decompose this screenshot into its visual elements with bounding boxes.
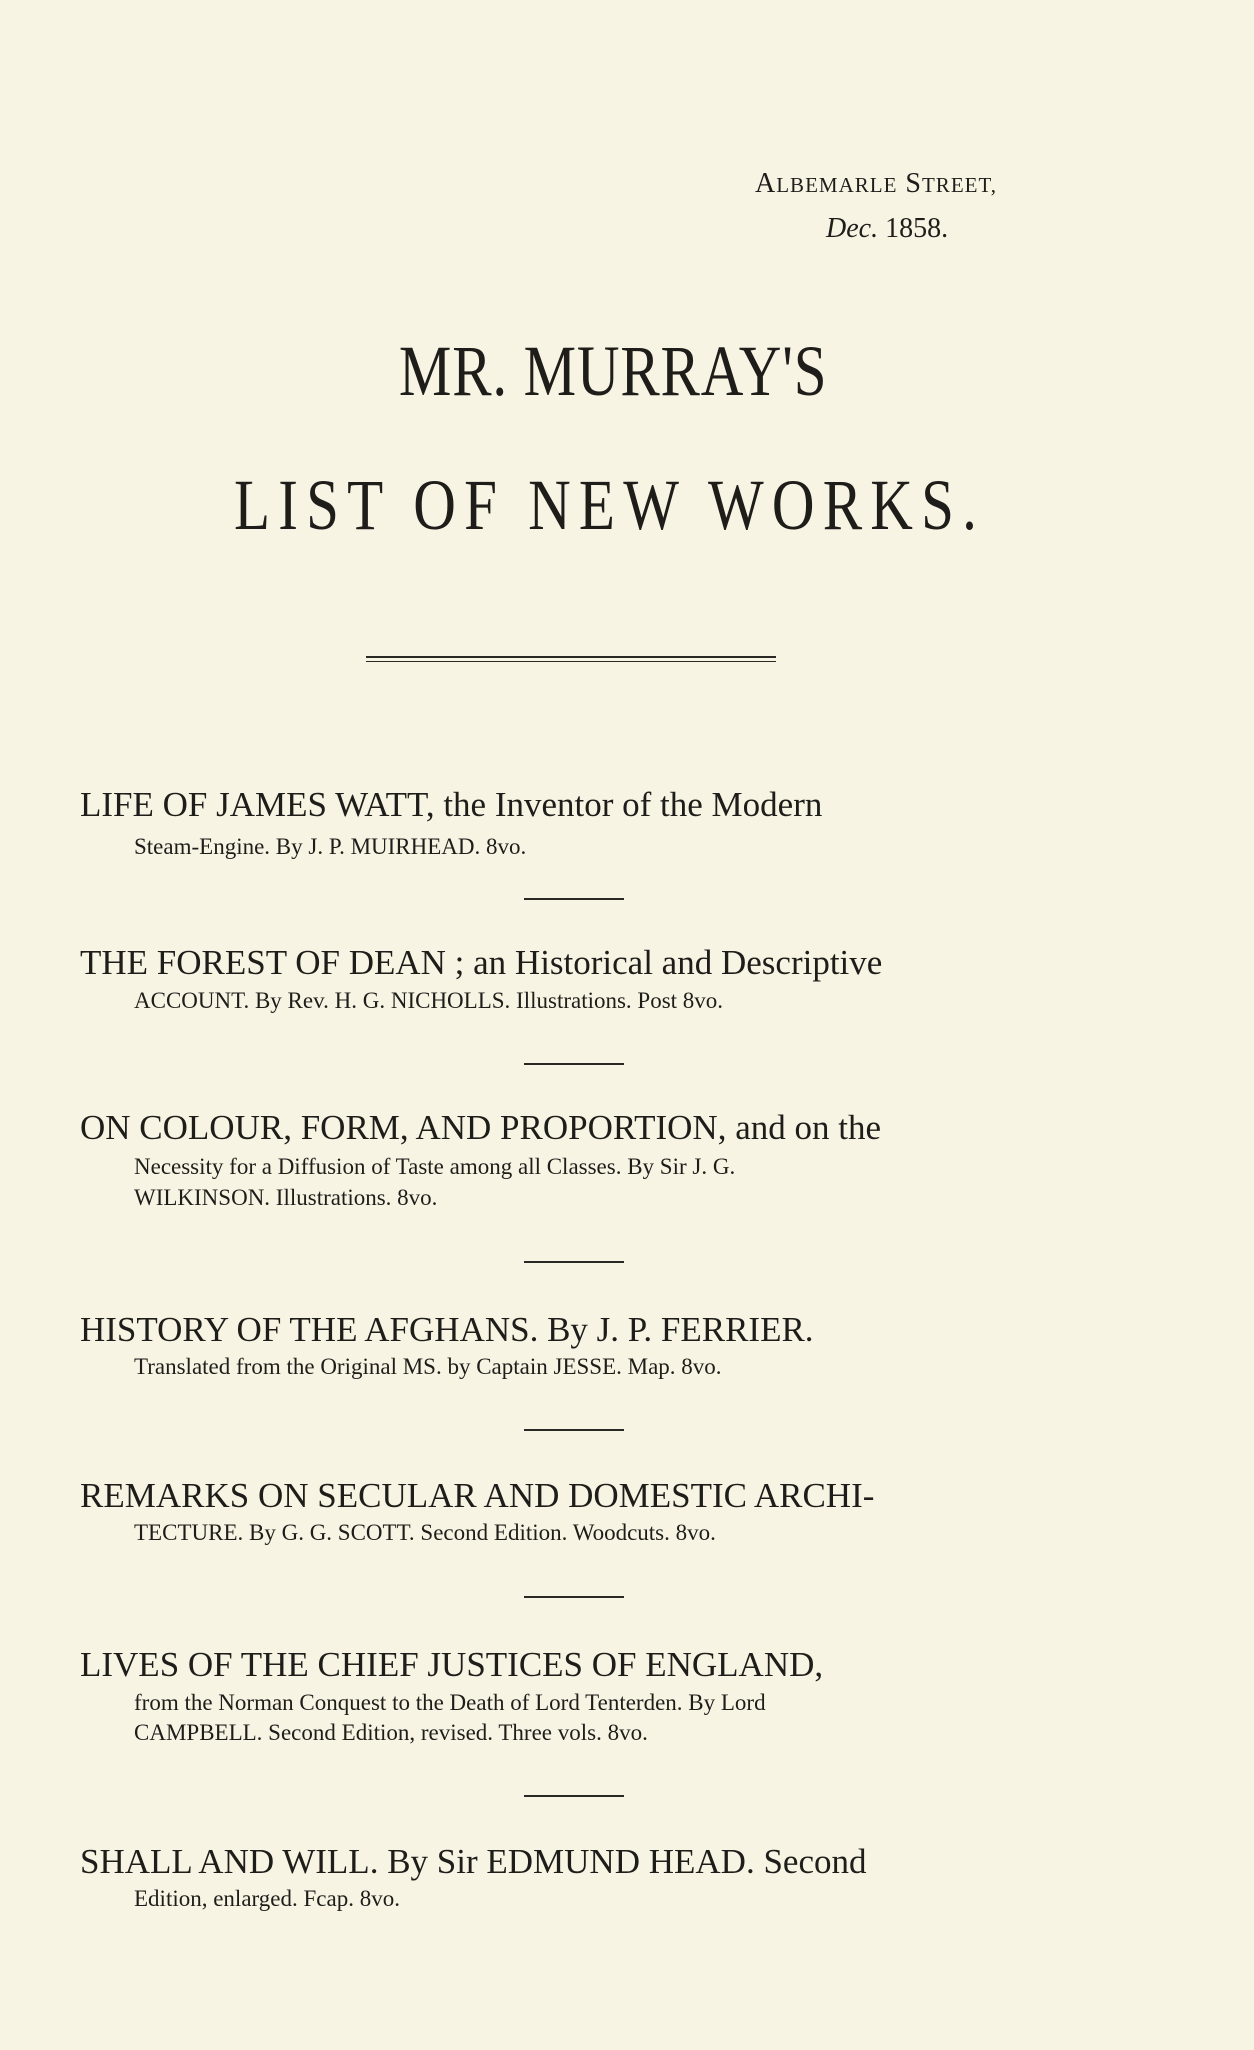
entry-heading: LIFE OF JAMES WATT, the Inventor of the Modern bbox=[80, 785, 823, 824]
entry-divider bbox=[524, 1261, 624, 1263]
entry-detail: Edition, enlarged. Fcap. 8vo. bbox=[134, 1886, 400, 1911]
address-initial-2: S bbox=[905, 168, 922, 199]
title-divider bbox=[366, 656, 776, 662]
date-year: 1858. bbox=[885, 213, 949, 244]
entry-heading: REMARKS ON SECULAR AND DOMESTIC ARCHI- bbox=[80, 1476, 875, 1515]
address-line bbox=[755, 168, 997, 201]
entry-divider bbox=[524, 1795, 624, 1797]
entry-divider bbox=[524, 1596, 624, 1598]
publisher-title: MR. MURRAY'S bbox=[398, 331, 828, 411]
list-title: LIST OF NEW WORKS. bbox=[233, 465, 986, 545]
address-initial: A bbox=[755, 168, 777, 199]
entry-heading: SHALL AND WILL. By Sir EDMUND HEAD. Second bbox=[80, 1842, 867, 1881]
address-word: LBEMARLE bbox=[776, 173, 898, 197]
entry-detail: TECTURE. By G. G. SCOTT. Second Edition. Woodcuts. 8vo. bbox=[134, 1520, 716, 1545]
entry-detail: Necessity for a Diffusion of Taste among all Classes. By Sir J. G. bbox=[134, 1154, 736, 1179]
entry-detail: Translated from the Original MS. by Captain JESSE. Map. 8vo. bbox=[134, 1354, 722, 1379]
entry-heading: HISTORY OF THE AFGHANS. By J. P. FERRIER. bbox=[80, 1310, 814, 1349]
entry-detail: ACCOUNT. By Rev. H. G. NICHOLLS. Illustrations. Post 8vo. bbox=[134, 988, 724, 1013]
entry-detail-continued: CAMPBELL. Second Edition, revised. Three vols. 8vo. bbox=[134, 1720, 648, 1745]
entry-detail-continued: WILKINSON. Illustrations. 8vo. bbox=[134, 1185, 438, 1210]
entry-heading: LIVES OF THE CHIEF JUSTICES OF ENGLAND, bbox=[80, 1645, 824, 1684]
entry-heading: ON COLOUR, FORM, AND PROPORTION, and on the bbox=[80, 1108, 882, 1147]
entry-heading: THE FOREST OF DEAN ; an Historical and Descriptive bbox=[80, 943, 883, 982]
entry-divider bbox=[524, 1429, 624, 1431]
entry-divider bbox=[524, 898, 624, 900]
entry-divider bbox=[524, 1063, 624, 1065]
entry-detail: Steam-Engine. By J. P. MUIRHEAD. 8vo. bbox=[134, 834, 527, 859]
entry-detail: from the Norman Conquest to the Death of Lord Tenterden. By Lord bbox=[134, 1690, 766, 1715]
address-word-2: TREET, bbox=[921, 173, 997, 197]
date-line bbox=[826, 213, 948, 245]
date-month: Dec. bbox=[826, 213, 879, 244]
